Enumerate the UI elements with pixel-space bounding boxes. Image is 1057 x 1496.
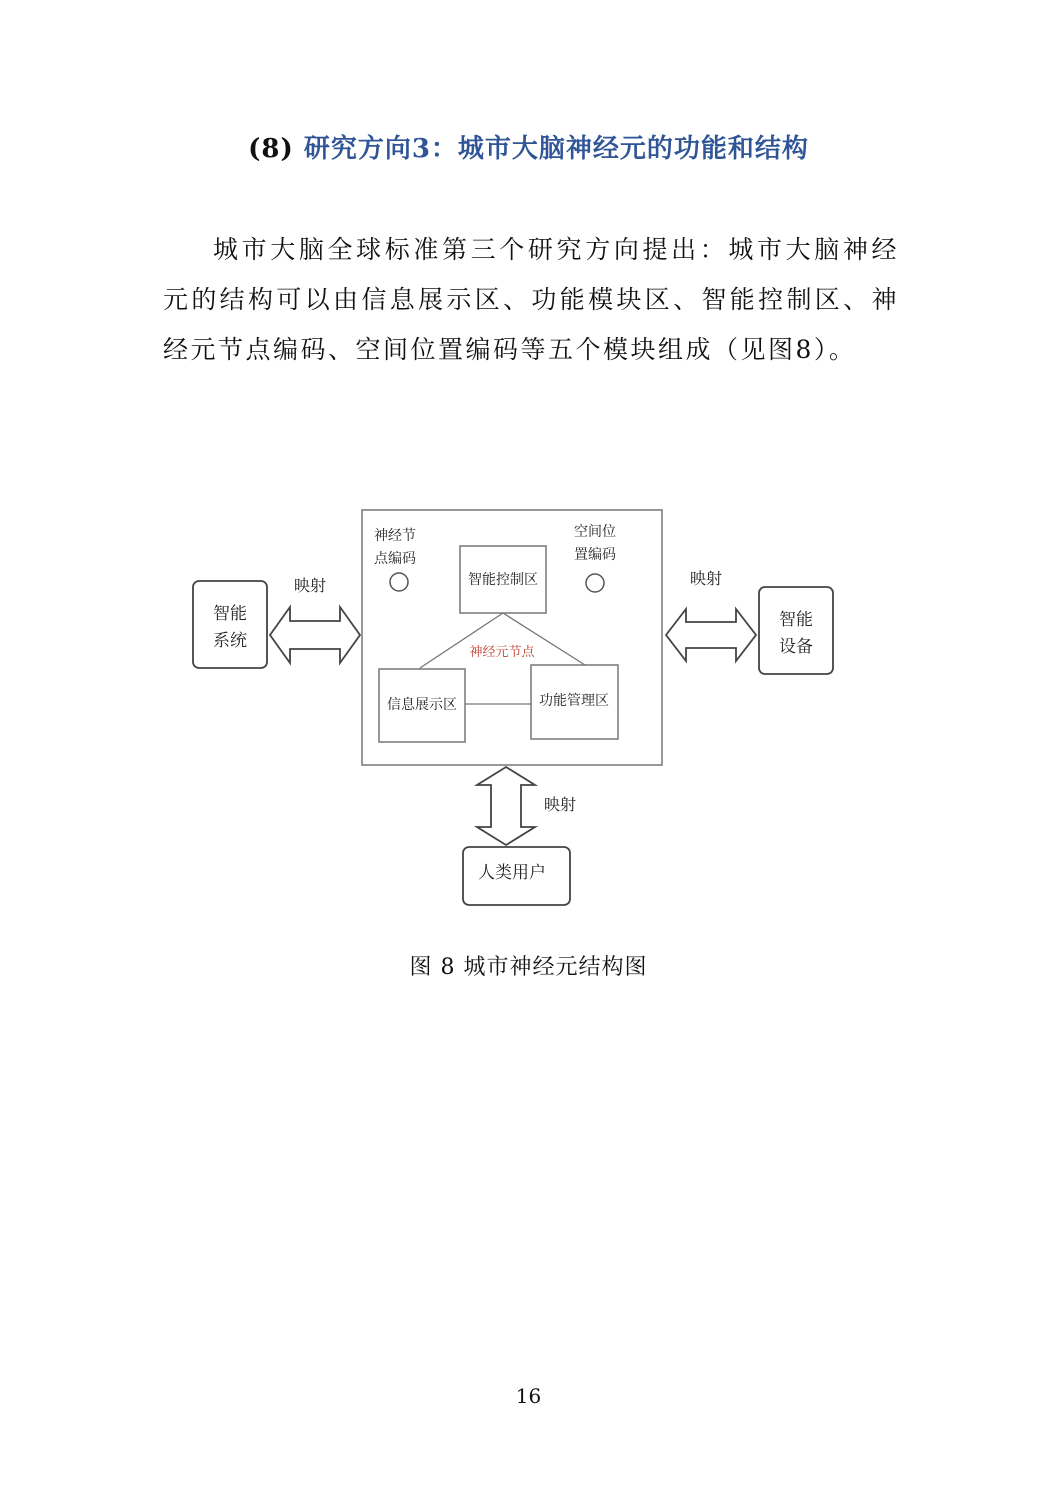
- info-area-label: 信息展示区: [387, 697, 457, 713]
- smart-device-label-2: 设备: [779, 637, 813, 657]
- function-area-label: 功能管理区: [539, 693, 609, 709]
- map-label-bottom: 映射: [543, 795, 577, 814]
- smart-system-label-2: 系统: [213, 631, 247, 651]
- node-code-label-2: 点编码: [374, 551, 416, 567]
- smart-device-label-1: 智能: [779, 610, 813, 630]
- space-code-circle: [586, 574, 604, 592]
- neuron-node-label: 神经元节点: [469, 645, 535, 660]
- section-number: (8): [248, 134, 294, 164]
- section-title: 研究方向3：城市大脑神经元的功能和结构: [303, 134, 809, 164]
- node-code-label-1: 神经节: [374, 528, 416, 544]
- smart-device-box: [759, 587, 833, 674]
- control-area-label: 智能控制区: [468, 572, 538, 588]
- right-double-arrow: [666, 609, 756, 661]
- bottom-double-arrow: [477, 767, 535, 845]
- smart-system-label-1: 智能: [213, 604, 247, 624]
- map-label-left: 映射: [293, 576, 327, 595]
- space-code-label-2: 置编码: [574, 547, 616, 563]
- space-code-label-1: 空间位: [574, 524, 616, 540]
- node-code-circle: [390, 573, 408, 591]
- page-number: 16: [515, 1384, 542, 1408]
- human-user-label: 人类用户: [478, 863, 546, 883]
- figure-caption: 图 8 城市神经元结构图: [409, 955, 648, 980]
- body-paragraph: 城市大脑全球标准第三个研究方向提出：城市大脑神经元的结构可以由信息展示区、功能模块区、智能控制区、神经元节点编码、空间位置编码等五个模块组成（见图8）。: [163, 235, 899, 364]
- smart-system-box: [193, 581, 267, 668]
- map-label-right: 映射: [689, 569, 723, 588]
- left-double-arrow: [270, 607, 360, 663]
